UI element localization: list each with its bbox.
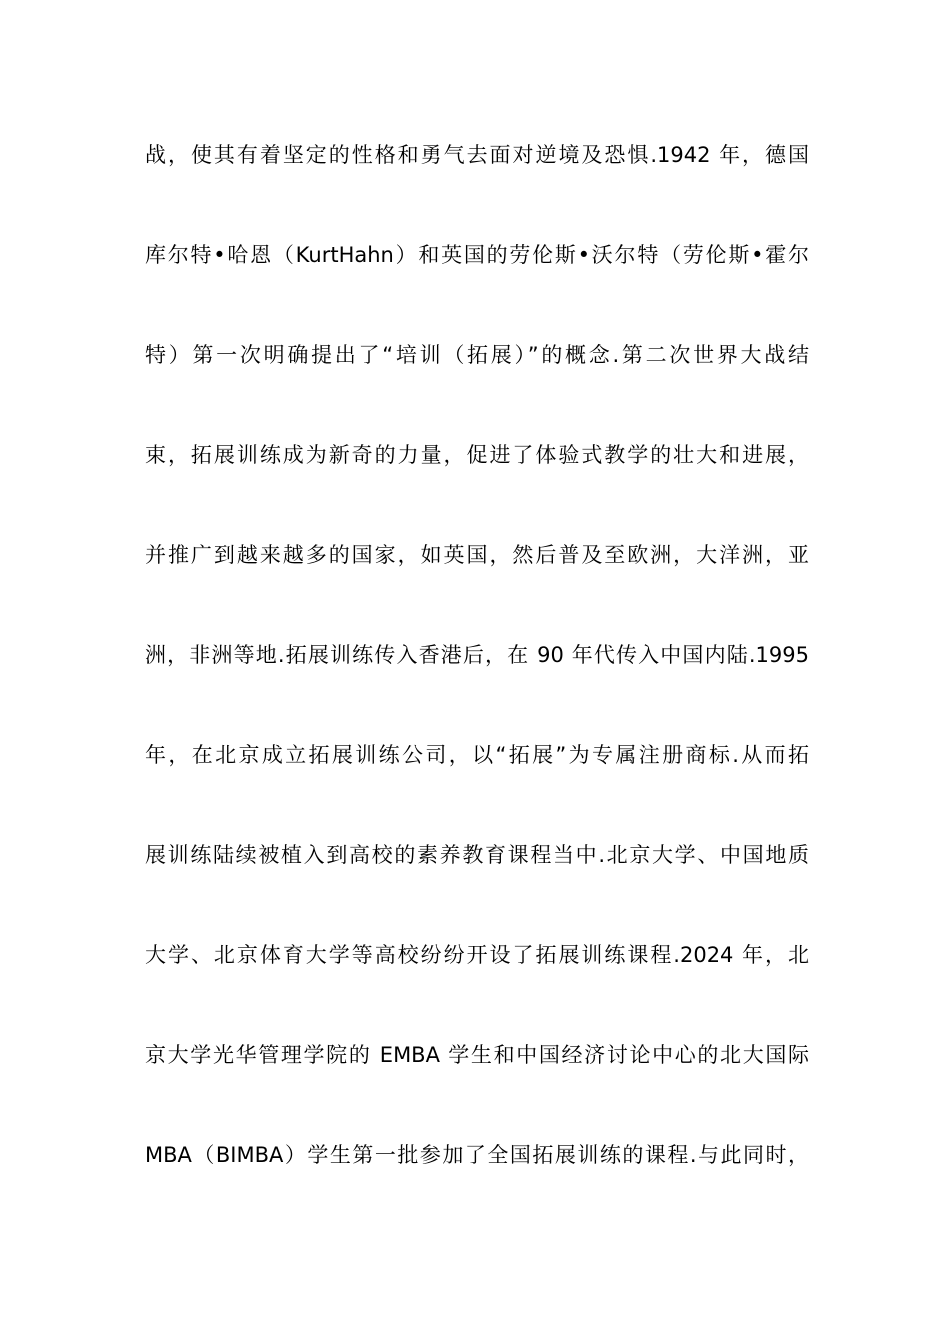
text-line: 并推广到越来越多的国家，如英国，然后普及至欧洲，大洋洲，亚 bbox=[145, 543, 809, 567]
text-line: MBA（BIMBA）学生第一批参加了全国拓展训练的课程.与此同时， bbox=[145, 1143, 809, 1167]
text-line: 束，拓展训练成为新奇的力量，促进了体验式教学的壮大和进展， bbox=[145, 443, 809, 467]
text-line: 战，使其有着坚定的性格和勇气去面对逆境及恐惧.1942 年，德国 bbox=[145, 143, 809, 167]
text-line: 特）第一次明确提出了“培训（拓展）”的概念.第二次世界大战结 bbox=[145, 343, 809, 367]
text-line: 大学、北京体育大学等高校纷纷开设了拓展训练课程.2024 年，北 bbox=[145, 943, 809, 967]
text-line: 库尔特•哈恩（KurtHahn）和英国的劳伦斯•沃尔特（劳伦斯•霍尔 bbox=[145, 243, 809, 267]
text-line: 洲，非洲等地.拓展训练传入香港后，在 90 年代传入中国内陆.1995 bbox=[145, 643, 809, 667]
text-line: 年，在北京成立拓展训练公司，以“拓展”为专属注册商标.从而拓 bbox=[145, 743, 809, 767]
text-line: 京大学光华管理学院的 EMBA 学生和中国经济讨论中心的北大国际 bbox=[145, 1043, 809, 1067]
text-line: 展训练陆续被植入到高校的素养教育课程当中.北京大学、中国地质 bbox=[145, 843, 809, 867]
body-text bbox=[145, 133, 809, 1233]
